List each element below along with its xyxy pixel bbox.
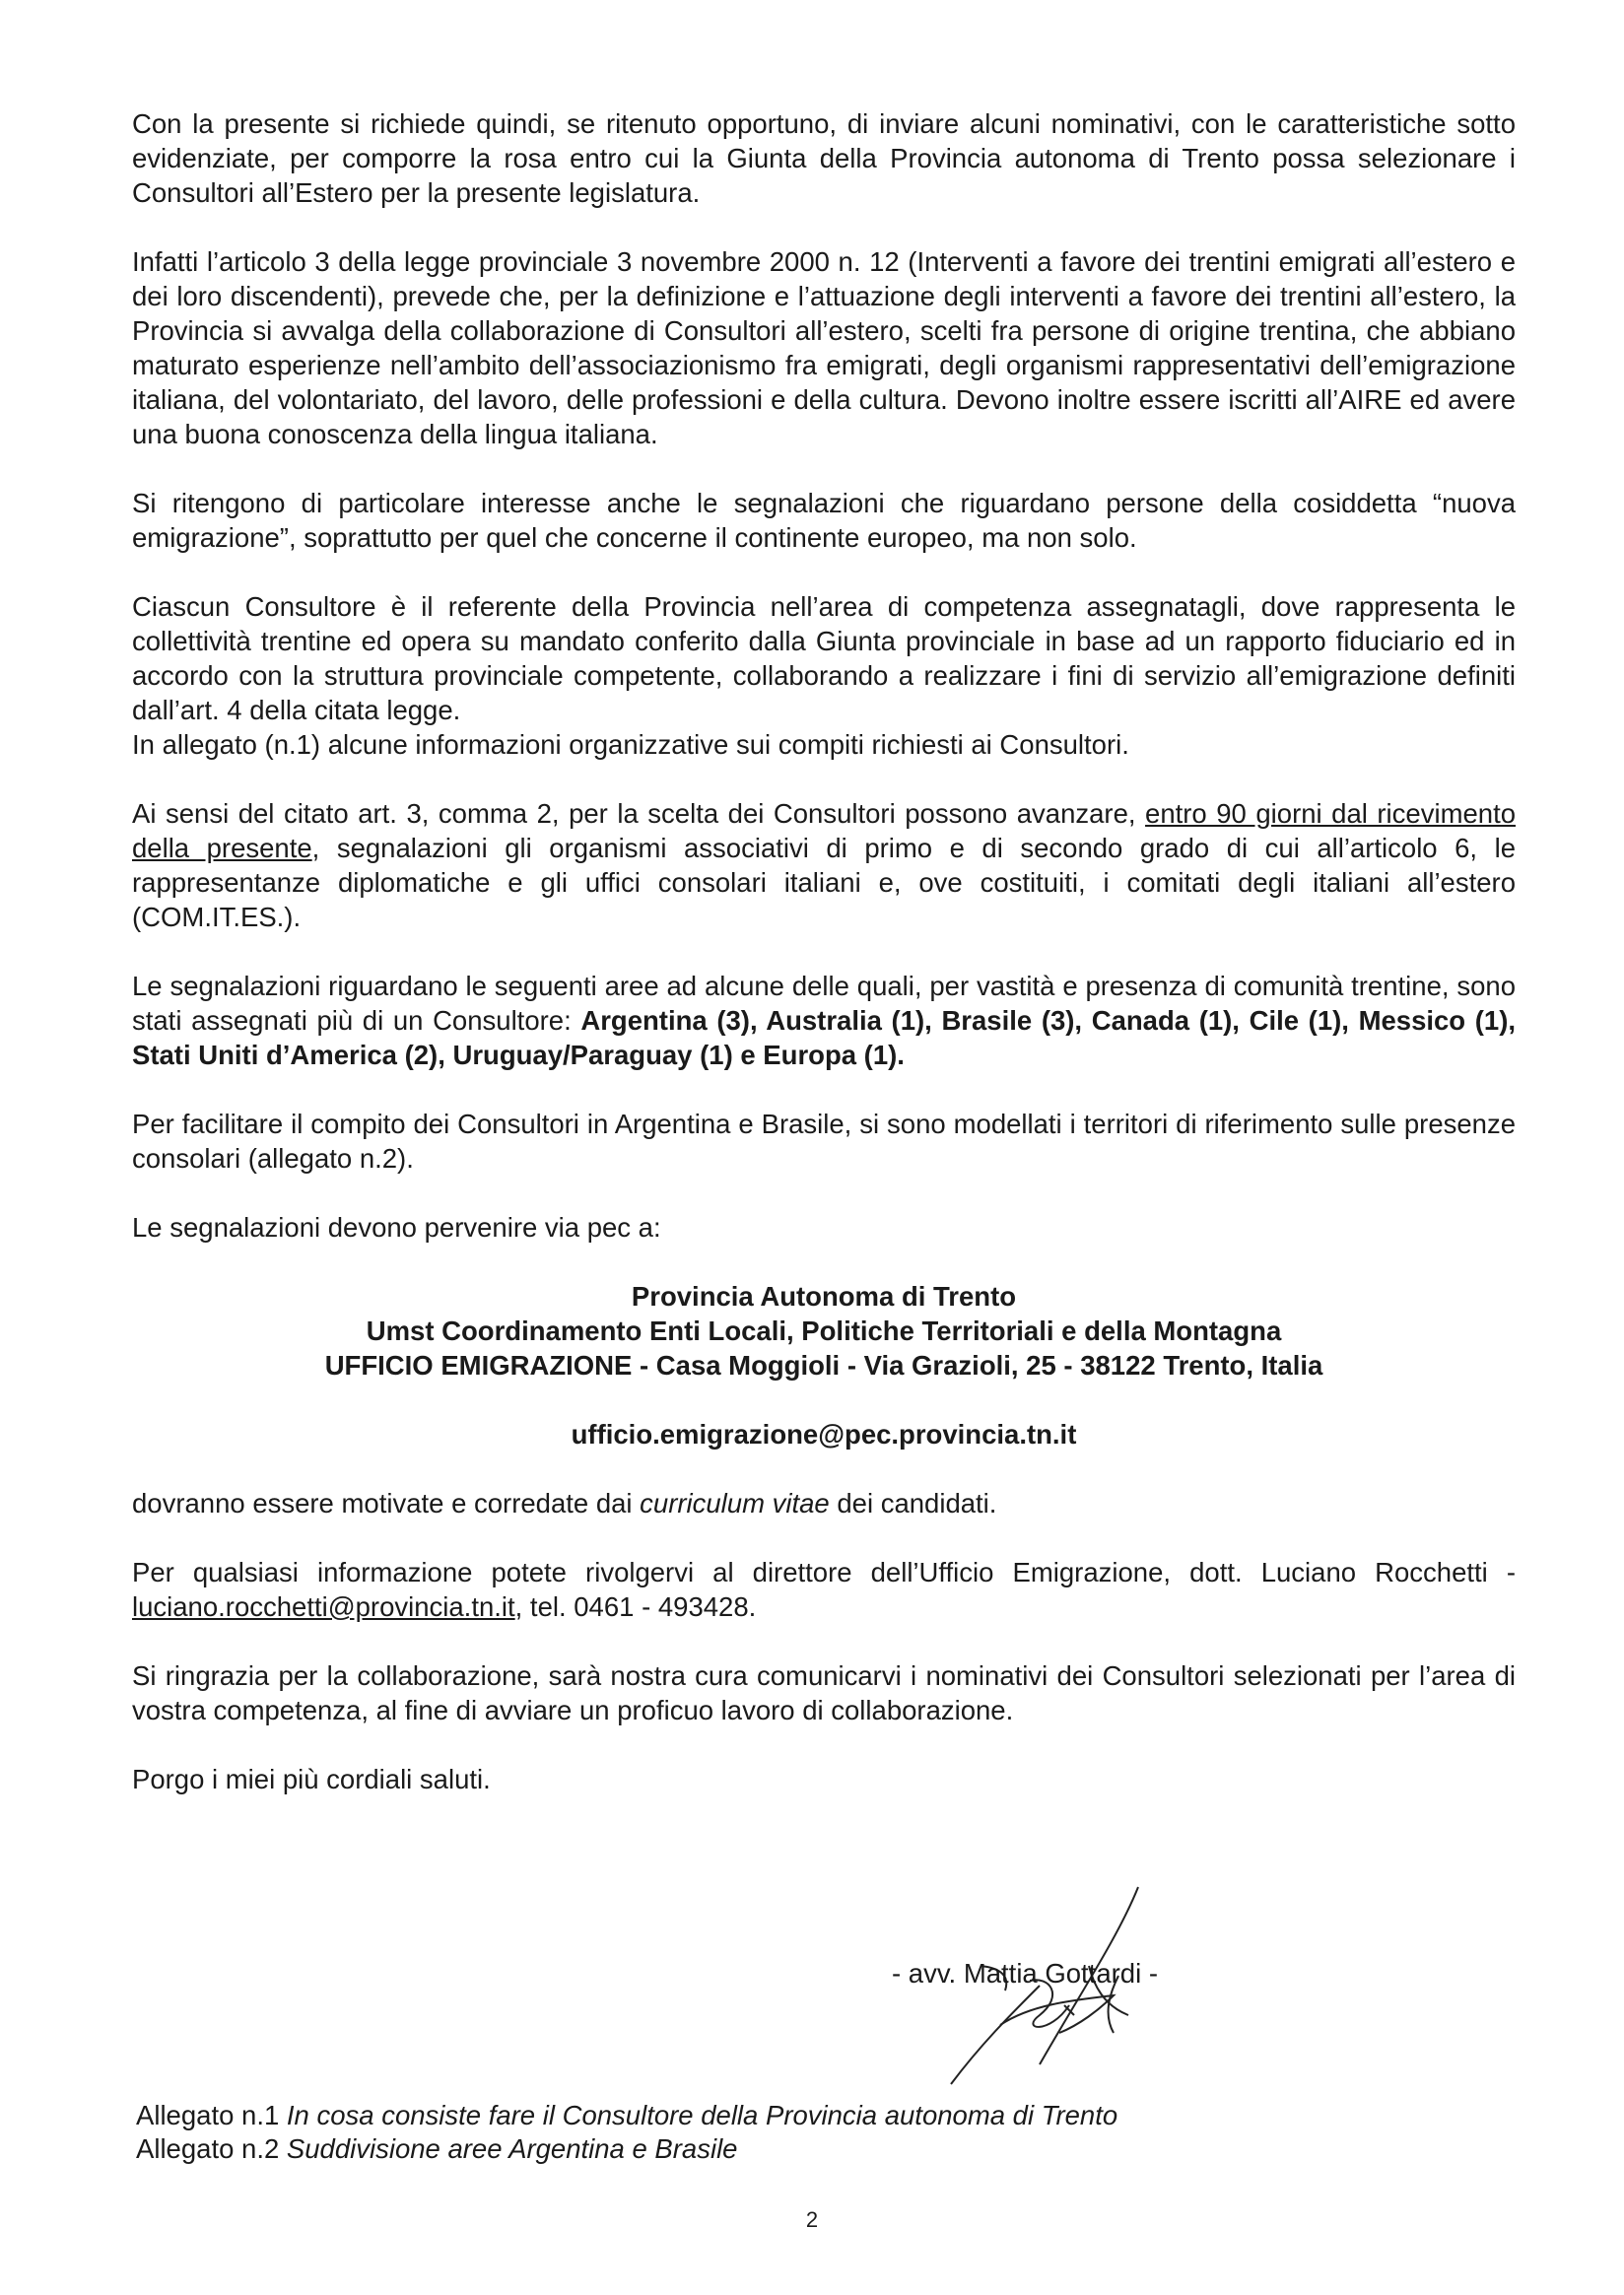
address-line-2: Umst Coordinamento Enti Locali, Politiche Territoriali e della Montagna (366, 1316, 1282, 1346)
deadline-text-b: , segnalazioni gli organismi associativi di primo e di secondo grado di cui all’articolo 6, le rappresentanze diplomatiche e gli uffici consolari italiani e, ove costituiti, i comitati degli italiani all’estero (COM.IT.ES.). (132, 833, 1516, 932)
address-line-1: Provincia Autonoma di Trento (631, 1281, 1017, 1312)
paragraph-law-reference: Infatti l’articolo 3 della legge provinciale 3 novembre 2000 n. 12 (Interventi a favore dei trentini emigrati all’estero e dei loro discendenti), prevede che, per la definizione e l’attuazione degli interventi a favore dei trentini all’estero, la Provincia si avvalga della collaborazione di Consultori all’estero, scelti fra persone di origine trentina, che abbiano maturato esperienze nell’ambito dell’associazionismo fra emigrati, degli organismi rappresentativi dell’emigrazione italiana, del volontariato, del lavoro, delle professioni e della cultura. Devono inoltre essere iscritti all’AIRE ed avere una buona conoscenza della lingua italiana. (132, 246, 1516, 449)
paragraph-thanks: Si ringrazia per la collaborazione, sarà nostra cura comunicarvi i nominativi dei Consultori selezionati per l’area di vostra competenza, al fine di avviare un proficuo lavoro di collaborazione. (132, 1660, 1516, 1725)
paragraph-deadline (132, 796, 1516, 934)
letter-body (132, 106, 1516, 1831)
contact-text-b: , tel. 0461 - 493428. (514, 1591, 757, 1622)
curriculum-italic: curriculum vitae (640, 1488, 830, 1519)
annex-1-label: Allegato n.1 (136, 2100, 287, 2130)
annex-list (136, 2099, 1417, 2166)
recipient-address (132, 1279, 1516, 1383)
areas-intro: Le segnalazioni riguardano le seguenti aree ad alcune delle quali, per vastità e presenza di comunità trentine, sono stati assegnati più di un Consultore: (132, 971, 1516, 1036)
paragraph-curriculum (132, 1486, 1516, 1520)
paragraph-argentina-brasile: Per facilitare il compito dei Consultori in Argentina e Brasile, si sono modellati i territori di riferimento sulle presenze consolari (allegato n.2). (132, 1109, 1516, 1174)
areas-list: Argentina (3), Australia (1), Brasile (3), Canada (1), Cile (1), Messico (1), Stati Uniti d’America (2), Uruguay/Paraguay (1) e Europa (1). (132, 1005, 1516, 1070)
annex-2-label: Allegato n.2 (136, 2133, 287, 2164)
pec-email[interactable]: ufficio.emigrazione@pec.provincia.tn.it (571, 1419, 1077, 1450)
paragraph-request: Con la presente si richiede quindi, se ritenuto opportuno, di inviare alcuni nominativi, con le caratteristiche sotto evidenziate, per comporre la rosa entro cui la Giunta della Provincia autonoma di Trento possa selezionare i Consultori all’Estero per la presente legislatura. (132, 108, 1516, 208)
annex-1-title: In cosa consiste fare il Consultore della Provincia autonoma di Trento (286, 2100, 1118, 2130)
paragraph-attachment-1: In allegato (n.1) alcune informazioni organizzative sui compiti richiesti ai Consultori. (132, 729, 1129, 760)
paragraph-pec-intro: Le segnalazioni devono pervenire via pec a: (132, 1212, 661, 1243)
paragraph-new-emigration: Si ritengono di particolare interesse anche le segnalazioni che riguardano persone della cosiddetta “nuova emigrazione”, soprattutto per quel che concerne il continente europeo, ma non solo. (132, 488, 1516, 553)
paragraph-contact (132, 1555, 1516, 1624)
deadline-text-a: Ai sensi del citato art. 3, comma 2, per la scelta dei Consultori possono avanzare, (132, 798, 1146, 829)
contact-email-link[interactable]: luciano.rocchetti@provincia.tn.it (132, 1591, 515, 1622)
page-number: 2 (805, 2207, 819, 2232)
contact-text-a: Per qualsiasi informazione potete rivolgervi al direttore dell’Ufficio Emigrazione, dott. Luciano Rocchetti - (132, 1557, 1516, 1587)
address-line-3: UFFICIO EMIGRAZIONE - Casa Moggioli - Via Grazioli, 25 - 38122 Trento, Italia (324, 1350, 1323, 1381)
paragraph-consultore-role: Ciascun Consultore è il referente della Provincia nell’area di competenza assegnatagli, dove rappresenta le collettività trentine ed opera su mandato conferito dalla Giunta provinciale in base ad un rapporto fiduciario ed in accordo con la struttura provinciale competente, collaborando a realizzare i fini di servizio all’emigrazione definiti dall’art. 4 della citata legge. (132, 591, 1516, 725)
paragraph-greetings: Porgo i miei più cordiali saluti. (132, 1764, 491, 1794)
curriculum-text-b: dei candidati. (829, 1488, 997, 1519)
deadline-underlined: entro 90 giorni dal ricevimento della presente (132, 798, 1517, 863)
annex-2-title: Suddivisione aree Argentina e Brasile (286, 2133, 738, 2164)
paragraph-areas (132, 969, 1516, 1072)
curriculum-text-a: dovranno essere motivate e corredate dai (132, 1488, 641, 1519)
signatory-name: - avv. Mattia Gottardi - (892, 1958, 1158, 1989)
annex-item-2 (136, 2132, 1417, 2166)
annex-item-1 (136, 2099, 1417, 2132)
